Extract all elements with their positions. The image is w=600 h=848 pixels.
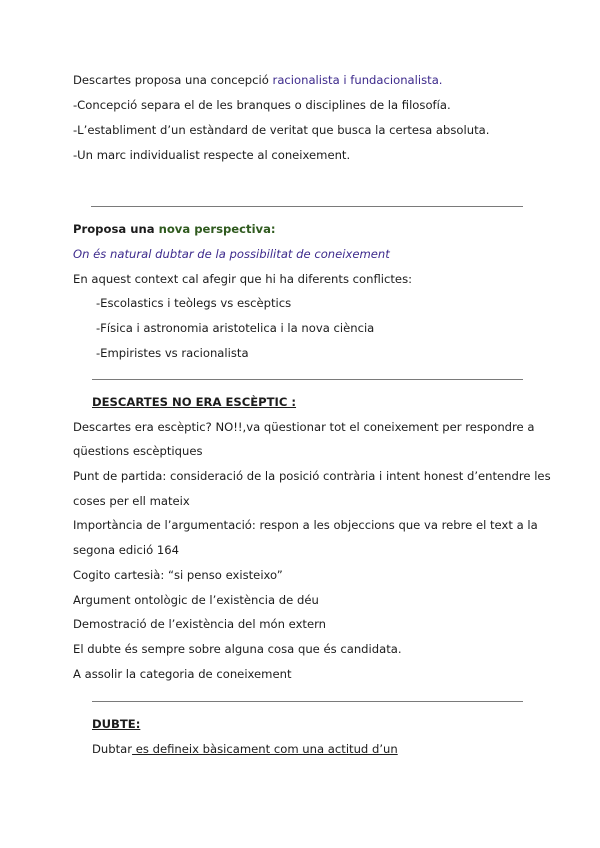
point-2: -L’establiment d’un estàndard de veritat que busca la certesa absoluta. [73, 123, 490, 137]
section3-heading: DESCARTES NO ERA ESCÈPTIC : [92, 395, 297, 409]
s3-line-5: Importància de l’argumentació: respon a les objeccions que va rebre el text a la [73, 518, 538, 532]
section4-heading: DUBTE: [92, 717, 141, 731]
divider-2 [92, 379, 523, 380]
s3-line-7: Cogito cartesià: “si penso existeixo” [73, 568, 283, 582]
italic-line: On és natural dubtar de la possibilitat de coneixement [73, 247, 390, 261]
conflict-3: -Empiristes vs racionalista [96, 346, 249, 360]
point-1: -Concepció separa el de les branques o disciplines de la filosofía. [73, 98, 451, 112]
s3-line-10: El dubte és sempre sobre alguna cosa que és candidata. [73, 642, 402, 656]
conflict-2: -Física i astronomia aristotelica i la nova ciència [96, 321, 375, 335]
divider-3 [92, 701, 523, 702]
s3-line-1: Descartes era escèptic? NO!!,va qüestionar tot el coneixement per respondre a [73, 420, 535, 434]
dubte-line-part2: es defineix bàsicament com una actitud d’un [132, 742, 398, 756]
s3-line-6: segona edició 164 [73, 543, 179, 557]
section2-heading [73, 221, 276, 237]
dubte-line [92, 741, 398, 757]
heading-highlight: nova perspectiva: [158, 222, 276, 236]
s3-line-11: A assolir la categoria de coneixement [73, 667, 292, 681]
s3-line-2: qüestions escèptiques [73, 444, 203, 458]
conflict-1: -Escolastics i teòlegs vs escèptics [96, 296, 292, 310]
s3-line-9: Demostració de l’existència del món extern [73, 617, 327, 631]
point-3: -Un marc individualist respecte al coneixement. [73, 148, 351, 162]
intro-prefix: Descartes proposa una concepció [73, 73, 273, 87]
intro-highlight: racionalista i fundacionalista. [272, 73, 443, 87]
s3-line-8: Argument ontològic de l’existència de déu [73, 593, 319, 607]
dubte-line-part1: Dubtar [92, 742, 133, 756]
intro-line [73, 72, 443, 88]
divider-1 [91, 206, 523, 207]
s3-line-3: Punt de partida: consideració de la posició contrària i intent honest d’entendre les [73, 469, 551, 483]
heading-prefix: Proposa una [73, 222, 159, 236]
s3-line-4: coses per ell mateix [73, 494, 190, 508]
context-line: En aquest context cal afegir que hi ha diferents conflictes: [73, 272, 413, 286]
